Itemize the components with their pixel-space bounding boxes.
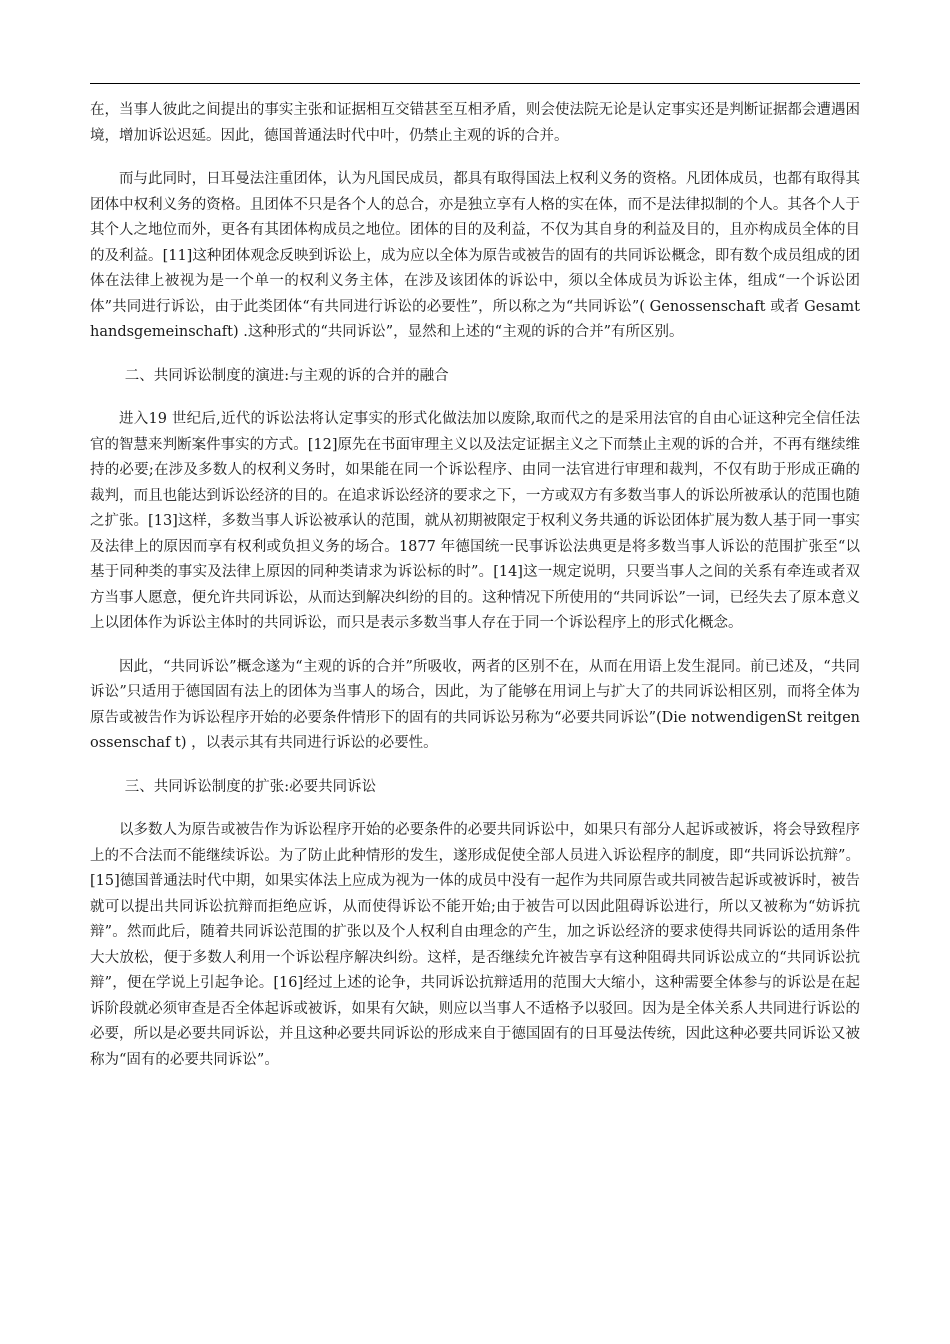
section-heading-2: 二、共同诉讼制度的演进:与主观的诉的合并的融合 bbox=[124, 367, 449, 384]
paragraph-19th-century: 进入19 世纪后,近代的诉讼法将认定事实的形式化做法加以废除,取而代之的是采用法官的自由心证这种完全信任法官的智慧来判断案件事实的方式。[12]原先在书面审理主义以及法定证据主义之下而禁止主观的诉的合并，不再有继续维持的必要;在涉及多数人的权利义务时，如果能在同一个诉讼程序、由同一法官进行审理和裁判，不仅有助于形成正确的裁判，而且也能达到诉讼经济的目的。在追求诉讼经济的要求之下，一方或双方有多数当事人的诉讼所被承认的范围也随之扩张。[13]这样，多数当事人诉讼被承认的范围，就从初期被限定于权利义务共通的诉讼团体扩展为数人基于同一事实及法律上的原因而享有权利或负担义务的场合。1877 年德国统一民事诉讼法典更是将多数当事人诉讼的范围扩张至“以基于同种类的事实及法律上原因的同种类请求为诉讼标的时”。[14]这一规定说明，只要当事人之间的关系有牵连或者双方当事人愿意，便允许共同诉讼，从而达到解决纠纷的目的。这种情况下所使用的“共同诉讼”一词，已经失去了原本意义上以团体作为诉讼主体时的共同诉讼，而只是表示多数当事人存在于同一个诉讼程序上的形式化概念。 bbox=[90, 411, 860, 631]
paragraph-gap bbox=[90, 389, 860, 407]
paragraph-joint-defense: 以多数人为原告或被告作为诉讼程序开始的必要条件的必要共同诉讼中，如果只有部分人起诉或被诉，将会导致程序上的不合法而不能继续诉讼。为了防止此种情形的发生，遂形成促使全部人员进入诉讼程序的制度，即“共同诉讼抗辩”。[15]德国普通法时代中期，如果实体法上应成为视为一体的成员中没有一起作为共同原告或共同被告起诉或被诉时，被告就可以提出共同诉讼抗辩而拒绝应诉，从而使得诉讼不能开始;由于被告可以因此阻碍诉讼进行，所以又被称为“妨诉抗辩”。然而此后，随着共同诉讼范围的扩张以及个人权利自由理念的产生，加之诉讼经济的要求使得共同诉讼的适用条件大大放松，便于多数人利用一个诉讼程序解决纠纷。这样，是否继续允许被告享有这种阻碍共同诉讼成立的“共同诉讼抗辩”，便在学说上引起争论。[16]经过上述的论争，共同诉讼抗辩适用的范围大大缩小，这种需要全体参与的诉讼是在起诉阶段就必须审查是否全体起诉或被诉，如果有欠缺，则应以当事人不适格予以驳回。因为是全体关系人共同进行诉讼的必要，所以是必要共同诉讼，并且这种必要共同诉讼的形成来自于德国固有的日耳曼法传统，因此这种必要共同诉讼又被称为“固有的必要共同诉讼”。 bbox=[90, 822, 860, 1068]
header-rule bbox=[90, 83, 860, 84]
document-page bbox=[90, 83, 860, 1073]
paragraph-continuation: 在，当事人彼此之间提出的事实主张和证据相互交错甚至互相矛盾，则会使法院无论是认定事实还是判断证据都会遭遇困境，增加诉讼迟延。因此，德国普通法时代中叶，仍禁止主观的诉的合并。 bbox=[90, 102, 860, 144]
paragraph-necessary-joint: 因此，“共同诉讼”概念遂为“主观的诉的合并”所吸收，两者的区别不在，从而在用语上发生混同。前已述及，“共同诉讼”只适用于德国固有法上的团体为当事人的场合，因此，为了能够在用词上与扩大了的共同诉讼相区别，而将全体为原告或被告作为诉讼程序开始的必要条件情形下的固有的共同诉讼另称为“必要共同诉讼”(Die notwendigenSt reitgenossenschaf t) ，以表示其有共同进行诉讼的必要性。 bbox=[90, 658, 860, 751]
paragraph-gap bbox=[90, 346, 860, 364]
paragraph-germanic-law: 而与此同时，日耳曼法注重团体，认为凡国民成员，都具有取得国法上权利义务的资格。凡团体成员，也都有取得其团体中权利义务的资格。且团体不只是各个人的总合，亦是独立享有人格的实在体，而不是法律拟制的个人。其各个人于其个人之地位而外，更各有其团体构成员之地位。团体的目的及利益，不仅为其自身的利益及目的，且亦构成员全体的目的及利益。[11]这种团体观念反映到诉讼上，成为应以全体为原告或被告的固有的共同诉讼概念，即有数个成员组成的团体在法律上被视为是一个单一的权利义务主体，在涉及该团体的诉讼中，须以全体成员为诉讼主体，组成“一个诉讼团体”共同进行诉讼，由于此类团体“有共同进行诉讼的必要性”，所以称之为“共同诉讼”( Genossenschaft 或者 Gesamthandsgemeinschaft) .这种形式的“共同诉讼”，显然和上述的“主观的诉的合并”有所区别。 bbox=[90, 171, 860, 340]
paragraph-gap bbox=[90, 757, 860, 775]
paragraph-gap bbox=[90, 149, 860, 167]
paragraph-gap bbox=[90, 800, 860, 818]
section-heading-3: 三、共同诉讼制度的扩张:必要共同诉讼 bbox=[124, 778, 377, 795]
paragraph-gap bbox=[90, 637, 860, 655]
